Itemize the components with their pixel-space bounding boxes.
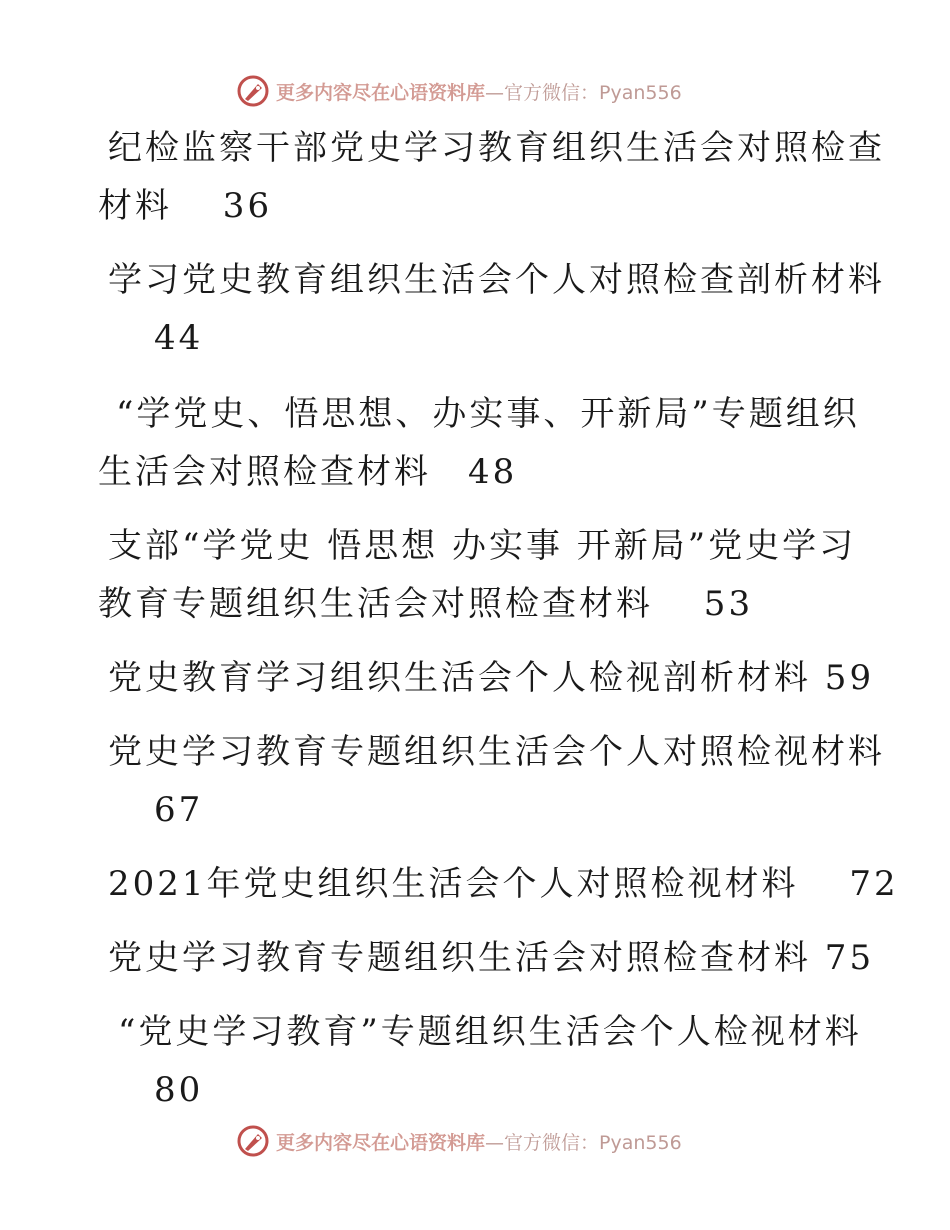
footer-watermark — [236, 1121, 682, 1161]
watermark-brand: 更多内容尽在心语资料库 — [276, 1131, 486, 1154]
toc-entry-2-line2: 44 — [154, 318, 204, 358]
toc-entry-9-line1: “党史学习教育”专题组织生活会个人检视材料 — [118, 1012, 862, 1052]
toc-entry-6-line1: 党史学习教育专题组织生活会个人对照检视材料 — [108, 732, 885, 772]
pen-nib-circle-icon — [236, 1124, 270, 1158]
toc-entry-8-line1: 党史学习教育专题组织生活会对照检查材料 75 — [108, 938, 875, 978]
watermark-brand: 更多内容尽在心语资料库 — [276, 81, 486, 104]
toc-entry-3-line2: 生活会对照检查材料 48 — [98, 452, 518, 492]
toc-entry-2-line1: 学习党史教育组织生活会个人对照检查剖析材料 — [108, 260, 885, 300]
toc-entry-7-line1: 2021年党史组织生活会个人对照检视材料 72 — [108, 864, 899, 904]
watermark-contact: —官方微信：Pyan556 — [485, 1131, 682, 1154]
toc-entry-1-line1: 纪检监察干部党史学习教育组织生活会对照检查 — [108, 128, 885, 168]
pen-nib-circle-icon — [236, 74, 270, 108]
header-watermark — [236, 71, 682, 111]
toc-entry-4-line2: 教育专题组织生活会对照检查材料 53 — [98, 584, 754, 624]
toc-entry-6-line2: 67 — [154, 790, 204, 830]
toc-entry-5-line1: 党史教育学习组织生活会个人检视剖析材料 59 — [108, 658, 875, 698]
toc-entry-4-line1: 支部“学党史 悟思想 办实事 开新局”党史学习 — [108, 526, 857, 566]
toc-entry-1-line2: 材料 36 — [98, 186, 273, 226]
toc-entry-3-line1: “学党史、悟思想、办实事、开新局”专题组织 — [116, 394, 860, 434]
toc-entry-9-line2: 80 — [154, 1070, 204, 1110]
watermark-contact: —官方微信：Pyan556 — [485, 81, 682, 104]
